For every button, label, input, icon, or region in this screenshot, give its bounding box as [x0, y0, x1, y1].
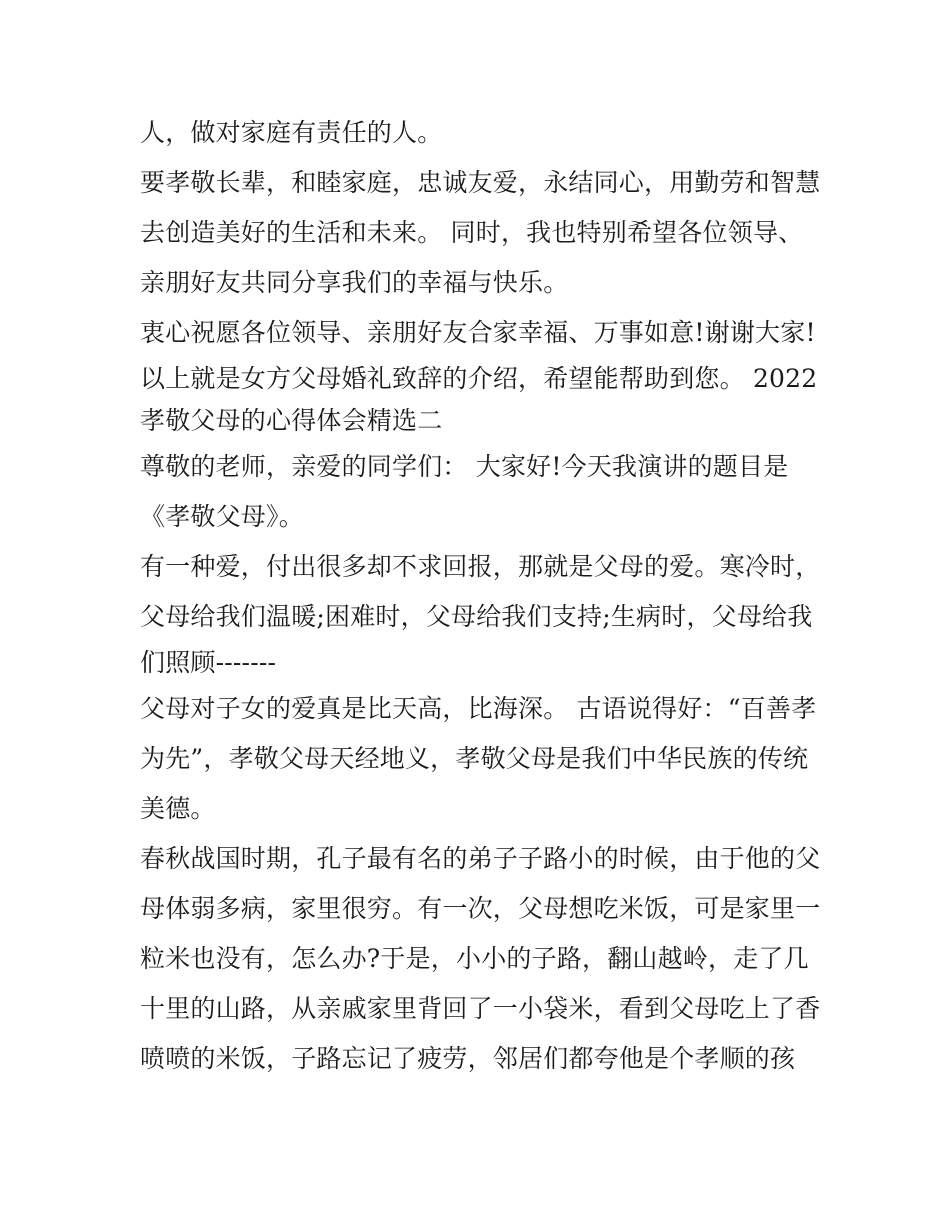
text-line: 衷心祝愿各位领导、亲朋好友合家幸福、万事如意!谢谢大家! [140, 318, 816, 347]
text-line: 父母对子女的爱真是比天高，比海深。 古语说得好：“百善孝 [140, 694, 817, 723]
text-line: 为先”，孝敬父母天经地义，孝敬父母是我们中华民族的传统 [140, 744, 809, 773]
document-body [140, 108, 820, 1084]
text-line: 去创造美好的生活和未来。 同时，我也特别希望各位领导、 [140, 218, 804, 247]
text-line: 以上就是女方父母婚礼致辞的介绍，希望能帮助到您。 2022 [140, 364, 818, 393]
text-line: 要孝敬长辈，和睦家庭，忠诚友爱，永结同心，用勤劳和智慧 [140, 168, 821, 197]
text-line: 尊敬的老师，亲爱的同学们： 大家好!今天我演讲的题目是 [140, 452, 789, 481]
text-line: 春秋战国时期，孔子最有名的弟子子路小的时候，由于他的父 [140, 844, 821, 873]
text-line: 人，做对家庭有责任的人。 [140, 118, 443, 147]
text-line: 喷喷的米饭，子路忘记了疲劳，邻居们都夸他是个孝顺的孩 [140, 1044, 796, 1073]
text-line: 粒米也没有，怎么办?于是，小小的子路，翻山越岭，走了几 [140, 944, 809, 973]
text-line: 美德。 [140, 794, 216, 823]
text-line: 们照顾------- [140, 648, 277, 677]
text-line: 十里的山路，从亲戚家里背回了一小袋米，看到父母吃上了香 [140, 994, 821, 1023]
text-line: 父母给我们温暖;困难时，父母给我们支持;生病时，父母给我 [140, 602, 813, 631]
text-line: 亲朋好友共同分享我们的幸福与快乐。 [140, 268, 569, 297]
text-line: 母体弱多病，家里很穷。有一次，父母想吃米饭，可是家里一 [140, 894, 821, 923]
text-line: 《孝敬父母》。 [140, 502, 304, 531]
text-line: 孝敬父母的心得体会精选二 [140, 406, 443, 435]
text-line: 有一种爱，付出很多却不求回报，那就是父母的爱。寒冷时， [140, 552, 821, 581]
